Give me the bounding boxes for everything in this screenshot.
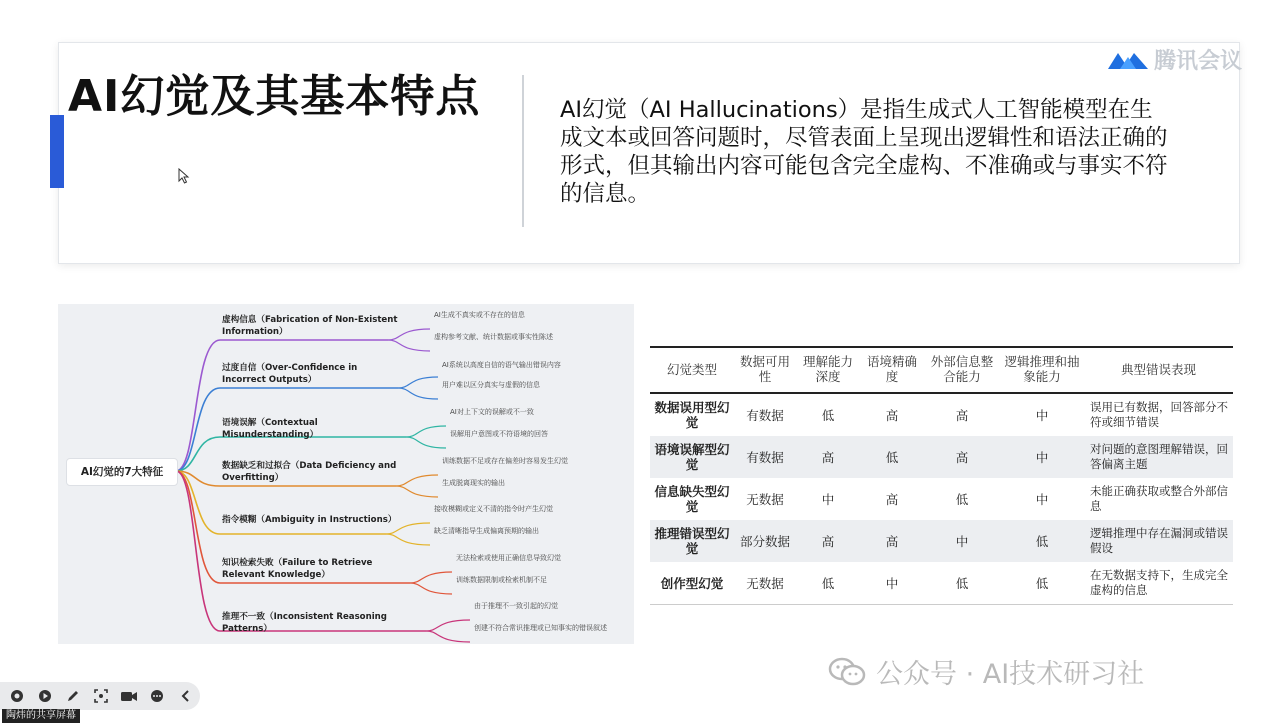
mindmap-root: AI幻觉的7大特征 — [66, 458, 178, 486]
header-typical-errors: 典型错误表现 — [1084, 347, 1233, 393]
cell-reasoning: 低 — [1000, 562, 1084, 605]
brand-logo — [1106, 44, 1242, 75]
screenshot-icon — [94, 689, 108, 703]
wechat-watermark — [828, 652, 1144, 691]
cell-context: 低 — [860, 436, 924, 478]
table-header-row — [650, 347, 1233, 393]
cell-external: 低 — [955, 491, 969, 507]
leaf-connector — [398, 377, 438, 388]
table-row — [650, 393, 1233, 436]
cell-reasoning: 中 — [1035, 491, 1049, 507]
cell-errors: 误用已有数据，回答部分不符或细节错误 — [1090, 400, 1228, 429]
cell-type: 语境误解型幻觉 — [650, 436, 734, 478]
mouse-cursor-icon — [178, 168, 190, 184]
annotate-button[interactable] — [64, 687, 82, 705]
leaf-connector — [426, 631, 470, 642]
cell-data: 有数据 — [734, 436, 796, 478]
more-button[interactable] — [148, 687, 166, 705]
leaf-connector — [406, 437, 446, 448]
cell-reasoning: 中 — [1035, 407, 1049, 423]
wechat-icon — [828, 656, 866, 688]
play-button[interactable] — [36, 687, 54, 705]
record-icon — [10, 689, 24, 703]
leaf-connector — [396, 475, 438, 486]
cell-type: 信息缺失型幻觉 — [654, 484, 730, 514]
brand-name: 腾讯会议 — [1154, 49, 1243, 74]
watermark-text: 公众号 · AI技术研习社 — [876, 659, 1145, 690]
tencent-meeting-logo-icon — [1106, 49, 1150, 71]
header-external-integration: 外部信息整合能力 — [924, 347, 1000, 393]
cell-external: 高 — [924, 436, 1000, 478]
cell-type: 推理错误型幻觉 — [650, 520, 734, 562]
cell-understanding: 低 — [821, 407, 835, 423]
header-reasoning: 逻辑推理和抽象能力 — [1000, 347, 1084, 393]
cell-context: 高 — [885, 491, 899, 507]
cell-external: 高 — [955, 407, 969, 423]
branch-connector — [176, 471, 426, 631]
leaf-ambiguity-2: 缺乏清晰指导生成偏离预期的输出 — [434, 527, 539, 535]
leaf-connector — [388, 340, 430, 351]
cell-external: 中 — [924, 520, 1000, 562]
branch-over-confidence: 过度自信（Over-Confidence in Incorrect Outputs） — [222, 363, 358, 385]
header-type: 幻觉类型 — [650, 347, 734, 393]
branch-retrieval-failure: 知识检索失败（Failure to Retrieve Relevant Knowledge） — [222, 558, 373, 580]
cell-data: 部分数据 — [734, 520, 796, 562]
leaf-inconsistent-reasoning-2: 创建不符合常识推理或已知事实的错误叙述 — [474, 624, 607, 632]
cell-errors: 对问题的意图理解错误，回答偏离主题 — [1084, 436, 1233, 478]
leaf-retrieval-failure-1: 无法检索或使用正确信息导致幻觉 — [456, 554, 561, 562]
cell-reasoning: 中 — [1000, 436, 1084, 478]
leaf-retrieval-failure-2: 训练数据限制或检索机制不足 — [456, 576, 547, 584]
leaf-connector — [406, 426, 446, 437]
leaf-connector — [396, 486, 438, 497]
cell-external: 低 — [924, 562, 1000, 605]
pen-icon — [66, 689, 80, 703]
cell-type: 数据误用型幻觉 — [654, 400, 730, 430]
cell-data: 无数据 — [746, 491, 784, 507]
table-row — [650, 436, 1233, 478]
hallucination-type-table — [650, 346, 1233, 605]
collapse-button[interactable] — [176, 687, 194, 705]
header-data-availability: 数据可用性 — [734, 347, 796, 393]
cell-errors: 未能正确获取或整合外部信息 — [1090, 484, 1228, 513]
branch-connector — [176, 340, 388, 471]
camera-button[interactable] — [120, 687, 138, 705]
branch-ambiguity: 指令模糊（Ambiguity in Instructions） — [222, 515, 397, 525]
leaf-inconsistent-reasoning-1: 由于推理不一致引起的幻觉 — [474, 602, 558, 610]
camera-icon — [121, 690, 137, 702]
leaf-over-confidence-1: AI系统以高度自信的语气输出错误内容 — [442, 361, 561, 369]
cell-context: 高 — [860, 520, 924, 562]
cell-understanding: 中 — [821, 491, 835, 507]
cell-type: 创作型幻觉 — [650, 562, 734, 605]
leaf-contextual-1: AI对上下文的误解或不一致 — [450, 408, 534, 416]
leaf-over-confidence-2: 用户难以区分真实与虚假的信息 — [442, 381, 540, 389]
leaf-connector — [410, 583, 452, 594]
leaf-connector — [426, 620, 470, 631]
cell-understanding: 高 — [796, 436, 860, 478]
collapse-icon — [180, 689, 190, 703]
leaf-ambiguity-1: 接收模糊或定义不清的指令时产生幻觉 — [434, 505, 553, 513]
table-row — [650, 520, 1233, 562]
branch-fabrication: 虚构信息（Fabrication of Non-Existent Information） — [222, 315, 398, 337]
branch-inconsistent-reasoning: 推理不一致（Inconsistent Reasoning Patterns） — [222, 612, 387, 634]
title-divider — [522, 75, 524, 227]
table-row — [650, 562, 1233, 605]
table-row — [650, 478, 1233, 520]
cell-understanding: 高 — [796, 520, 860, 562]
more-icon — [150, 689, 164, 703]
branch-data-deficiency: 数据缺乏和过拟合（Data Deficiency and Overfitting） — [222, 461, 397, 483]
cell-reasoning: 低 — [1000, 520, 1084, 562]
leaf-connector — [410, 572, 452, 583]
play-icon — [38, 689, 52, 703]
leaf-connector — [386, 534, 430, 545]
cell-data: 无数据 — [734, 562, 796, 605]
leaf-fabrication-1: AI生成不真实或不存在的信息 — [434, 311, 525, 319]
header-understanding: 理解能力深度 — [796, 347, 860, 393]
leaf-data-deficiency-2: 生成脱离现实的输出 — [442, 479, 505, 487]
meeting-toolbar — [0, 682, 200, 710]
screen-share-label: 陶炜的共享屏幕 — [2, 709, 80, 723]
cell-errors: 在无数据支持下，生成完全虚构的信息 — [1084, 562, 1233, 605]
record-button[interactable] — [8, 687, 26, 705]
leaf-data-deficiency-1: 训练数据不足或存在偏差时容易发生幻觉 — [442, 457, 568, 465]
leaf-contextual-2: 误解用户意图或不符语境的回答 — [450, 430, 548, 438]
cell-context: 高 — [885, 407, 899, 423]
cell-context: 中 — [860, 562, 924, 605]
cell-errors: 逻辑推理中存在漏洞或错误假设 — [1084, 520, 1233, 562]
cell-understanding: 低 — [796, 562, 860, 605]
mindmap-panel — [58, 304, 634, 644]
leaf-fabrication-2: 虚构参考文献、统计数据或事实性陈述 — [434, 333, 553, 341]
screenshot-button[interactable] — [92, 687, 110, 705]
accent-bar — [50, 115, 64, 188]
definition-text: AI幻觉（AI Hallucinations）是指生成式人工智能模型在生成文本或回答问题时，尽管表面上呈现出逻辑性和语法正确的形式，但其输出内容可能包含完全虚构、不准确或与事实不符的信息。 — [560, 97, 1168, 207]
cell-data: 有数据 — [746, 407, 784, 423]
branch-contextual: 语境误解（Contextual Misunderstanding） — [222, 418, 319, 440]
header-context-precision: 语境精确度 — [860, 347, 924, 393]
leaf-connector — [398, 388, 438, 399]
slide-title: AI幻觉及其基本特点 — [68, 71, 481, 122]
